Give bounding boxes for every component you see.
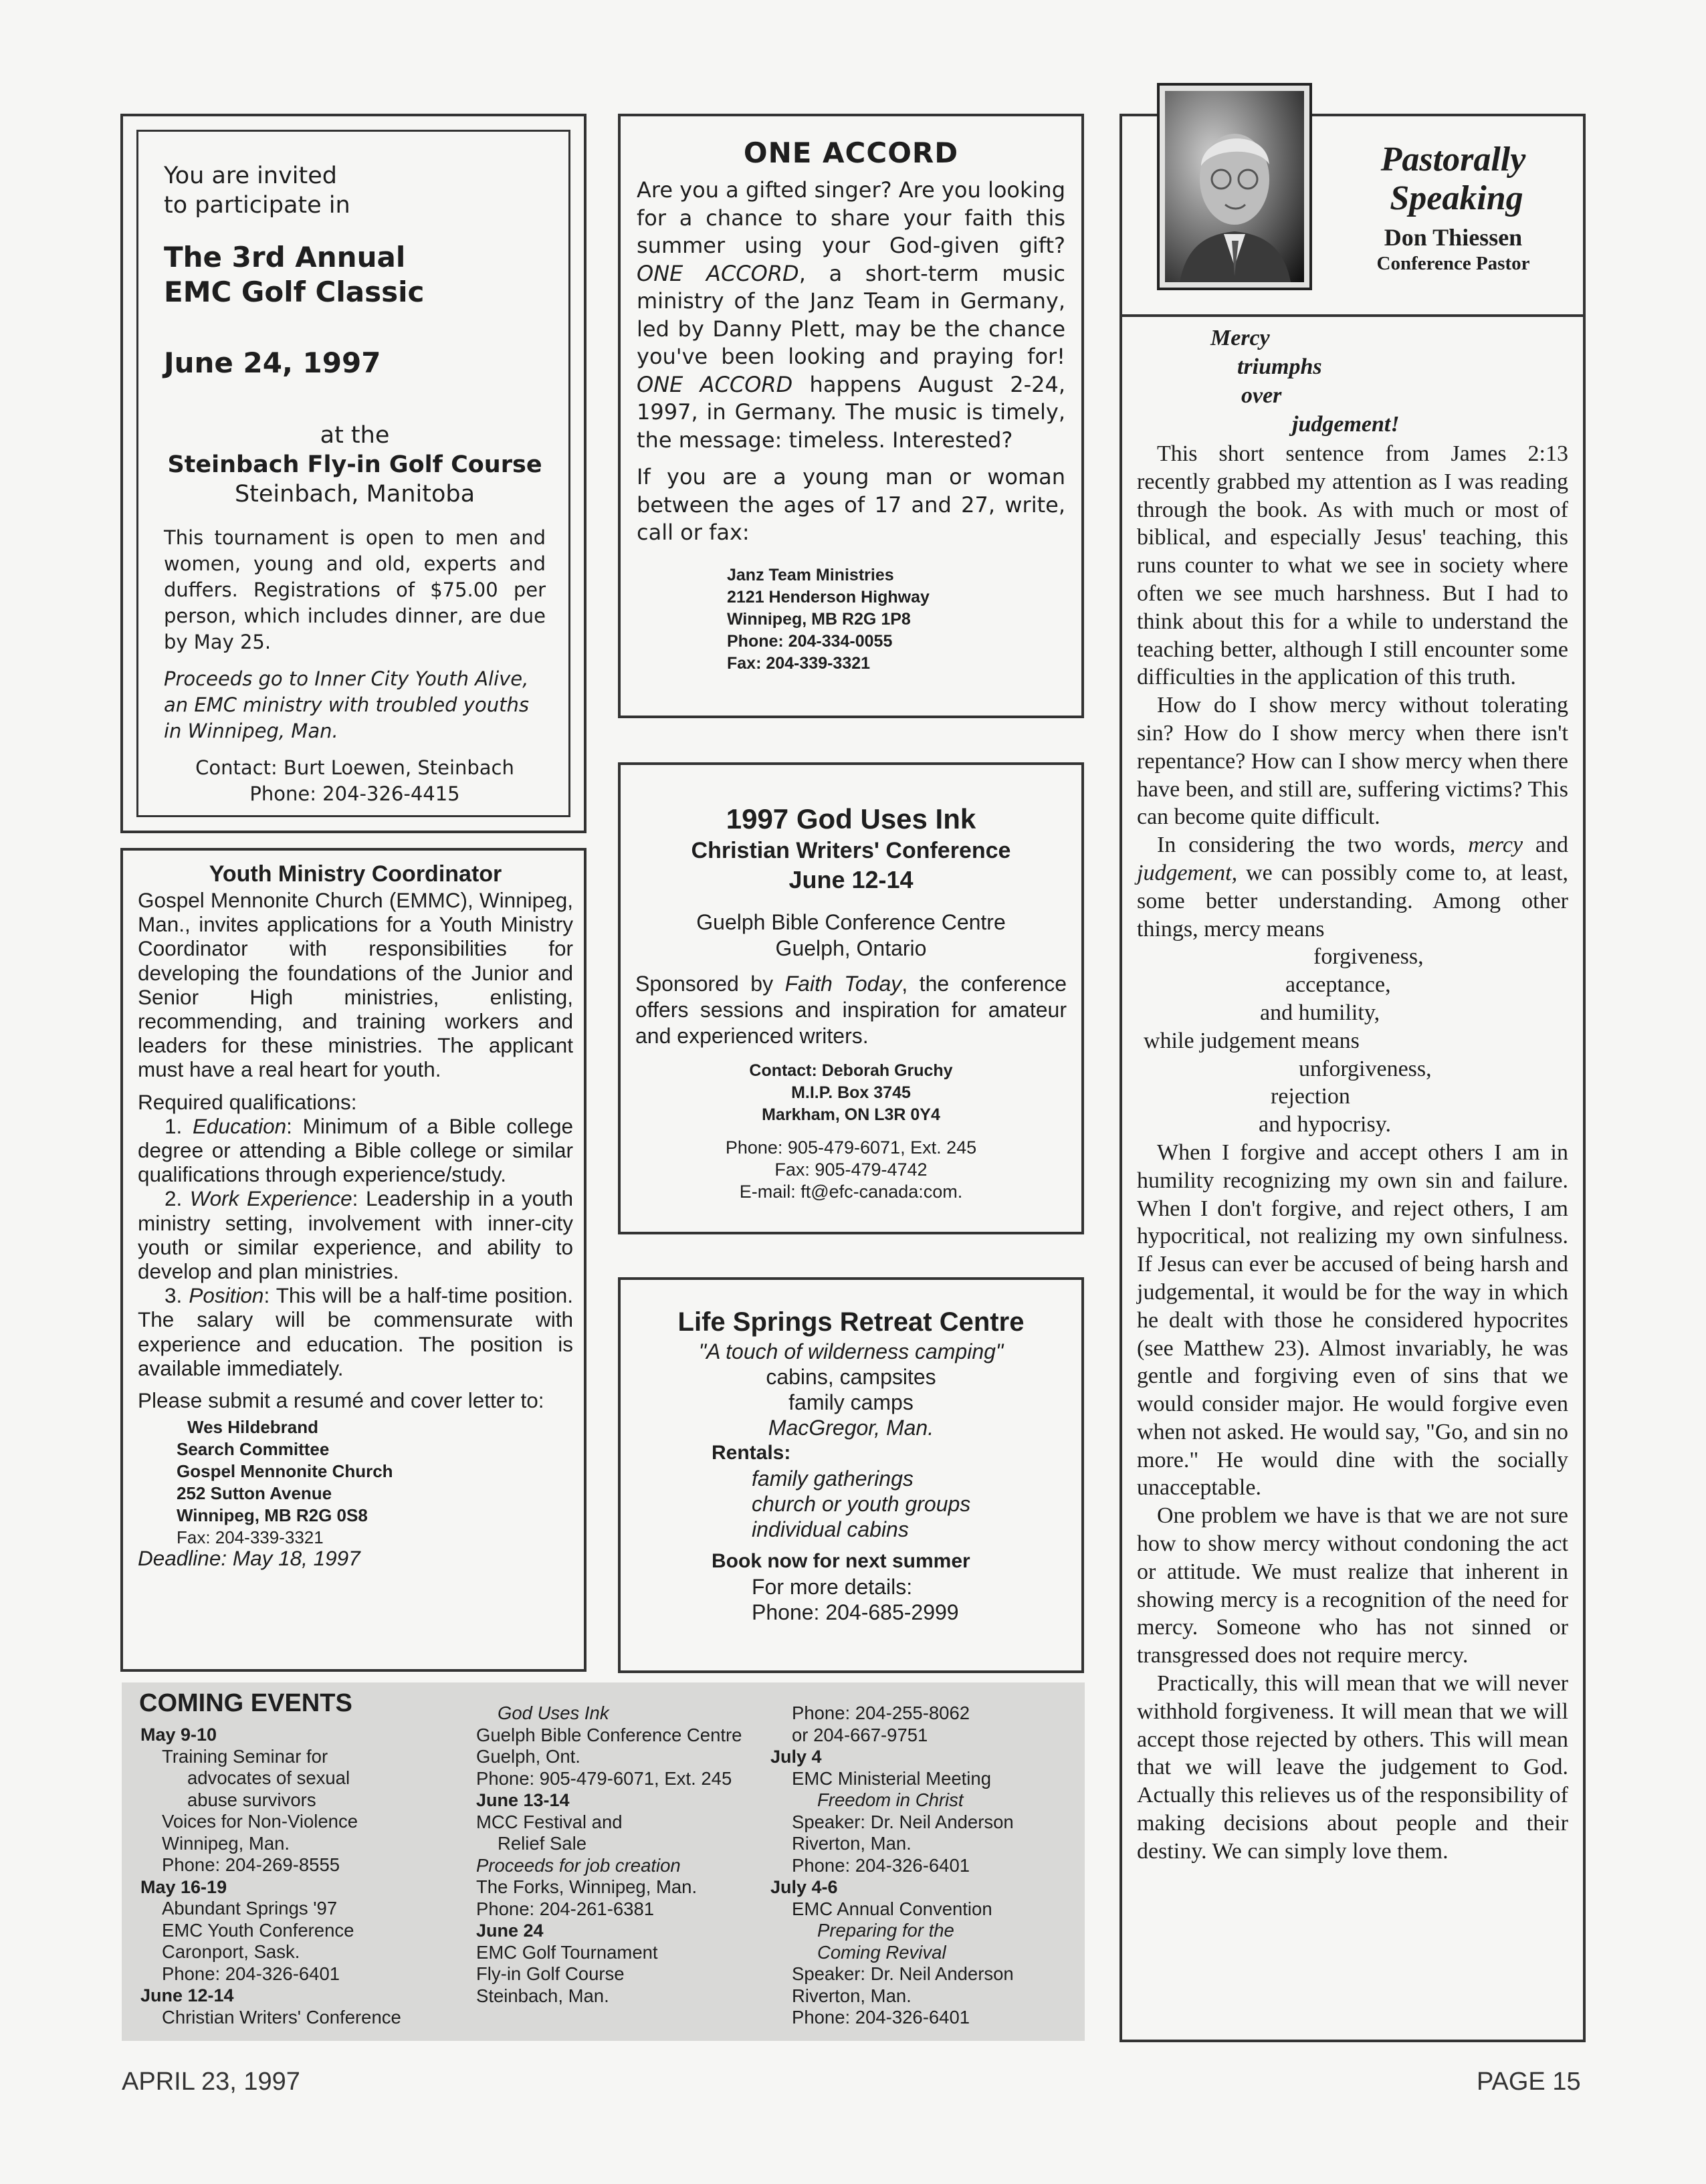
youth-title: Youth Ministry Coordinator (209, 861, 502, 887)
event-line: Riverton, Man. (792, 1833, 912, 1854)
event-line: July 4 (770, 1747, 822, 1767)
event-line: Steinbach, Man. (476, 1985, 609, 2006)
ink-dates: June 12-14 (788, 866, 914, 893)
event-line: June 12-14 (140, 1985, 234, 2005)
event-line: Phone: 905-479-6071, Ext. 245 (476, 1767, 732, 1789)
events-title: COMING EVENTS (139, 1689, 352, 1717)
golf-info: This tournament is open to men and women, young and old, experts and duffers. Registrations of $75.00 per person, which includes dinner, are due by May 25. (164, 526, 546, 653)
event-line: June 13-14 (476, 1790, 570, 1810)
youth-ministry-ad (120, 848, 587, 1672)
event-line: EMC Golf Tournament (476, 1941, 658, 1963)
event-line: Caronport, Sask. (162, 1941, 300, 1962)
golf-contact: Contact: Burt Loewen, Steinbach (195, 756, 514, 779)
event-line: Phone: 204-269-8555 (162, 1854, 340, 1875)
event-line: June 24 (476, 1921, 544, 1941)
youth-req: Required qualifications: (138, 1089, 357, 1114)
event-line: Freedom in Christ (817, 1789, 964, 1810)
golf-city: Steinbach, Manitoba (234, 481, 475, 508)
pastor-photo (1157, 83, 1312, 290)
event-line: Voices for Non-Violence (162, 1811, 358, 1832)
accord-para2: If you are a young man or woman between the ages of 17 and 27, write, call or fax: (637, 464, 1065, 545)
golf-phone: Phone: 204-326-4415 (249, 782, 460, 805)
event-line: Coming Revival (817, 1941, 946, 1963)
event-line: July 4-6 (770, 1877, 838, 1897)
event-line: Speaker: Dr. Neil Anderson (792, 1811, 1014, 1832)
ink-email: E-mail: ft@efc-canada:com. (739, 1182, 963, 1202)
golf-invite-line1: You are invited (164, 162, 337, 189)
ink-subtitle: Christian Writers' Conference (691, 838, 1011, 863)
life-l2: family camps (788, 1390, 914, 1414)
event-line: Phone: 204-326-6401 (792, 1854, 970, 1876)
event-line: EMC Youth Conference (162, 1919, 354, 1941)
event-line: or 204-667-9751 (792, 1724, 928, 1745)
youth-deadline: Deadline: May 18, 1997 (138, 1546, 360, 1571)
accord-title: ONE ACCORD (743, 136, 959, 169)
pastor-title-2: Speaking (1390, 179, 1523, 217)
youth-address: Wes Hildebrand Search Committee Gospel Mennonite Church 252 Sutton Avenue Winnipeg, MB R2G 0S8 Fax: 204-339-3321 (177, 1417, 393, 1548)
event-line: Winnipeg, Man. (162, 1832, 290, 1854)
ink-title: 1997 God Uses Ink (726, 803, 976, 835)
ink-contact: Contact: Deborah Gruchy (749, 1061, 953, 1080)
event-line: EMC Ministerial Meeting (792, 1767, 992, 1789)
events-column-1 (140, 1724, 401, 2028)
event-line: Christian Writers' Conference (162, 2006, 401, 2028)
youth-q2: 2. Work Experience: Leadership in a youth ministry setting, involvement with inner-city youth or similar experience, and ability to develop and plan ministries. (138, 1186, 573, 1284)
pastor-role: Conference Pastor (1376, 253, 1530, 274)
life-r3: individual cabins (752, 1517, 909, 1541)
events-column-2 (476, 1703, 742, 2007)
pastor-article: This short sentence from James 2:13 recently grabbed my attention as I was reading through the book. As with much or most of biblical, and especially Jesus' teaching, this runs counter to what we see in society where often we see much harshness. But I had to think about this for a while to understand the teaching better, although I still encounter some difficulties in the application of this truth. How do I show mercy without tolerating sin? How do I show mercy when there isn't repentance? How can I show mercy when there have been, and still are, suffering victims? This can become quite difficult. In considering the two words, mercy and judgement, we can possibly come to, at least, some better understanding. Among other things, mercy means forgiveness, acceptance, and humility, while judgement means unforgiveness, rejection and hypocrisy. When I forgive and accept others I am in humility recognizing my own sin and failure. When I don't forgive, and reject others, I am hypocritical, not realizing my own sinfulness. If Jesus can ever be accused of being harsh and judgemental, it would be for the way in which he dealt with those he considered hypocrites (see Matthew 23). Almost invariably, he was gentle and forgiving even of sins that we would consider major. He would forgive even when not asked. He would say, "Go, and sin no more." He would dine with the socially unacceptable. One problem we have is that we are not sure how to show mercy without condoning the act or attitude. We must realize that inherent in showing mercy is a recognition of the need for mercy. Someone who has not sinned or transgressed does not require mercy. Practically, this will mean that we will never withhold forgiveness. It will mean that we will accept those rejected by others. This will mean that we will leave the judgement to God. Actually this relieves us of the responsibility of making decisions about people and their destiny. We can simply love them. (1137, 441, 1568, 1864)
pastor-name: Don Thiessen (1384, 224, 1523, 251)
life-more: For more details: (752, 1575, 913, 1599)
golf-classic-ad (120, 114, 587, 833)
golf-title-line1: The 3rd Annual (164, 241, 406, 274)
one-accord-ad (618, 114, 1084, 718)
pastor-verse: Mercy triumphs over judgement! (1210, 326, 1400, 437)
event-line: God Uses Ink (498, 1703, 609, 1723)
life-rentals: Rentals: (712, 1442, 791, 1464)
pastor-heading (1329, 140, 1577, 276)
life-phone: Phone: 204-685-2999 (752, 1600, 959, 1624)
pastor-title-1: Pastorally (1380, 140, 1526, 179)
god-uses-ink-ad (618, 762, 1084, 1234)
ink-city: Guelph, Ontario (775, 936, 927, 960)
ink-venue: Guelph Bible Conference Centre (696, 910, 1006, 934)
life-springs-ad (618, 1277, 1084, 1673)
event-line: Preparing for the (817, 1920, 954, 1941)
events-column-3 (770, 1703, 1014, 2029)
life-r1: family gatherings (752, 1466, 914, 1491)
event-line: Phone: 204-261-6381 (476, 1898, 655, 1919)
footer-page-number: PAGE 15 (1477, 2068, 1581, 2096)
life-title: Life Springs Retreat Centre (677, 1307, 1025, 1337)
golf-at: at the (320, 422, 390, 449)
life-r2: church or youth groups (752, 1492, 971, 1516)
event-line: Proceeds for job creation (476, 1854, 681, 1876)
accord-address: Janz Team Ministries 2121 Henderson Highway Winnipeg, MB R2G 1P8 Phone: 204-334-0055 Fax: 204-339-3321 (727, 565, 930, 673)
golf-proceeds: Proceeds go to Inner City Youth Alive, an EMC ministry with troubled youths in Winnipeg, Man. (164, 667, 529, 742)
coming-events-panel (122, 1682, 1085, 2041)
youth-q3: 3. Position: This will be a half-time position. The salary will be commensurate with experience and education. The position is available immediately. (138, 1283, 573, 1380)
event-line: Guelph, Ont. (476, 1746, 580, 1767)
ink-sponsor: Sponsored by Faith Today, the conference offers sessions and inspiration for amateur and experienced writers. (635, 972, 1067, 1048)
golf-invite-line2: to participate in (164, 192, 350, 219)
event-line: The Forks, Winnipeg, Man. (476, 1876, 698, 1897)
pastor-portrait-image (1160, 86, 1309, 288)
youth-para1: Gospel Mennonite Church (EMMC), Winnipeg, Man., invites applications for a Youth Ministry Coordinator with responsibilities for developing the foundations of the Junior and Senior High ministries, enlisting, recommending, and training workers and leaders for these ministries. The applicant must have a real heart for youth. (138, 888, 573, 1082)
event-line: May 16-19 (140, 1876, 227, 1897)
event-line: advocates of sexual (187, 1767, 350, 1788)
youth-q1: 1. Education: Minimum of a Bible college degree or attending a Bible college or similar qualifications through experience/study. (138, 1113, 573, 1187)
golf-venue: Steinbach Fly-in Golf Course (167, 451, 542, 478)
event-line: EMC Annual Convention (792, 1898, 992, 1919)
event-line: Phone: 204-326-6401 (162, 1963, 340, 1984)
ink-fax: Fax: 905-479-4742 (774, 1160, 928, 1180)
event-line: Abundant Springs '97 (162, 1898, 338, 1919)
accord-para1: Are you a gifted singer? Are you looking for a chance to share your faith this summer using your God-given gift? ONE ACCORD, a short-term music ministry of the Janz Team in Germany, led by Danny Plett, may be the chance you've been looking and praying for! ONE ACCORD happens August 2-24, 1997, in Germany. The music is timely, the message: timeless. Interested? (637, 177, 1066, 453)
event-line: May 9-10 (140, 1725, 217, 1745)
event-line: Training Seminar for (162, 1745, 328, 1767)
event-line: Speaker: Dr. Neil Anderson (792, 1963, 1014, 1984)
life-tagline: "A touch of wilderness camping" (698, 1339, 1004, 1363)
pastorally-speaking-column (1119, 114, 1586, 2042)
life-l1: cabins, campsites (766, 1365, 936, 1389)
ink-phone: Phone: 905-479-6071, Ext. 245 (725, 1137, 977, 1158)
event-line: Riverton, Man. (792, 1985, 912, 2006)
footer-date: APRIL 23, 1997 (122, 2068, 300, 2096)
event-line: Relief Sale (498, 1833, 587, 1854)
life-book: Book now for next summer (712, 1550, 970, 1572)
event-line: Fly-in Golf Course (476, 1963, 625, 1984)
event-line: MCC Festival and (476, 1811, 623, 1832)
youth-submit: Please submit a resumé and cover letter to: (138, 1388, 544, 1413)
golf-title-line2: EMC Golf Classic (164, 276, 425, 308)
life-l3: MacGregor, Man. (768, 1416, 934, 1440)
ink-city2: Markham, ON L3R 0Y4 (762, 1105, 940, 1124)
event-line: Phone: 204-255-8062 (792, 1703, 970, 1723)
event-line: Guelph Bible Conference Centre (476, 1724, 742, 1745)
event-line: abuse survivors (187, 1789, 316, 1810)
golf-date: June 24, 1997 (164, 346, 381, 379)
golf-inner-frame (136, 130, 570, 817)
event-line: Phone: 204-326-6401 (792, 2007, 970, 2028)
ink-box: M.I.P. Box 3745 (791, 1083, 911, 1102)
